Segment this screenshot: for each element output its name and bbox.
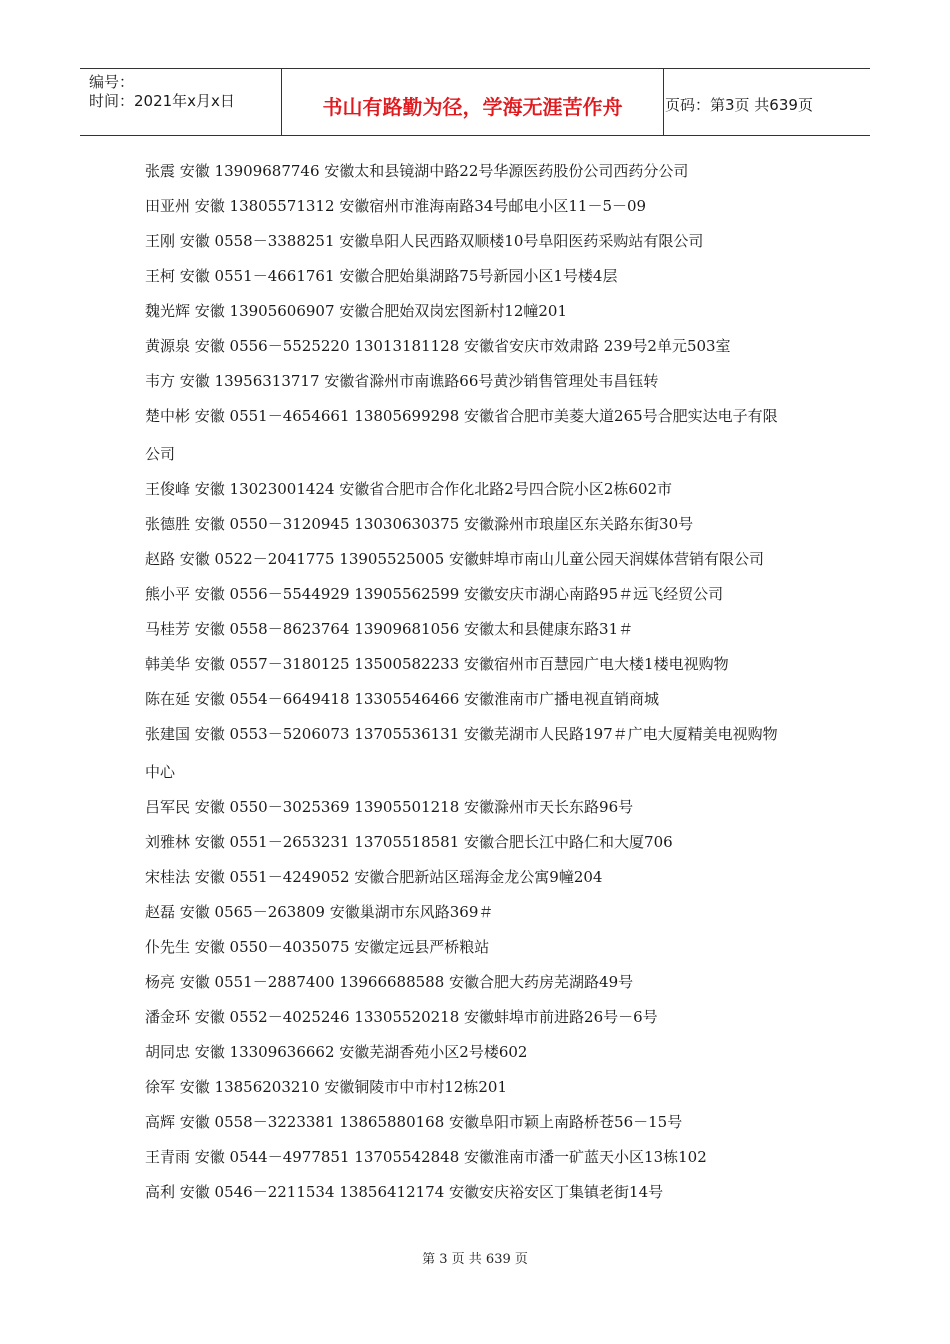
- list-item: 赵路 安徽 0522－2041775 13905525005 安徽蚌埠市南山儿童公园天润媒体营销有限公司: [145, 550, 765, 568]
- list-item-continuation: 公司: [145, 445, 176, 463]
- header-page-cell: [664, 69, 870, 135]
- number-label: 编号：: [89, 73, 135, 91]
- list-item: 熊小平 安徽 0556－5544929 13905562599 安徽安庆市湖心南路95＃远飞经贸公司: [145, 585, 724, 603]
- list-item: 王柯 安徽 0551－4661761 安徽合肥始巢湖路75号新园小区1号楼4层: [145, 267, 618, 285]
- list-item: 韦方 安徽 13956313717 安徽省滁州市南谯路66号黄沙销售管理处韦昌钰转: [145, 372, 659, 390]
- contact-list: [145, 157, 825, 1213]
- list-item: 吕军民 安徽 0550－3025369 13905501218 安徽滁州市天长东路96号: [145, 798, 634, 816]
- list-item: 高利 安徽 0546－2211534 13856412174 安徽安庆裕安区丁集镇老街14号: [145, 1183, 664, 1201]
- list-item: 王青雨 安徽 0544－4977851 13705542848 安徽淮南市潘一矿蓝天小区13栋102: [145, 1148, 707, 1166]
- list-item: 王俊峰 安徽 13023001424 安徽省合肥市合作化北路2号四合院小区2栋602市: [145, 480, 673, 498]
- page-footer: 第 3 页 共 639 页: [422, 1252, 528, 1267]
- list-item: 高辉 安徽 0558－3223381 13865880168 安徽阜阳市颖上南路桥苍56－15号: [145, 1113, 683, 1131]
- list-item: 潘金环 安徽 0552－4025246 13305520218 安徽蚌埠市前进路26号－6号: [145, 1008, 658, 1026]
- list-item: 张建国 安徽 0553－5206073 13705536131 安徽芜湖市人民路197＃广电大厦精美电视购物: [145, 725, 778, 743]
- list-item: 王刚 安徽 0558－3388251 安徽阜阳人民西路双顺楼10号阜阳医药采购站有限公司: [145, 232, 704, 250]
- list-item: 黄源泉 安徽 0556－5525220 13013181128 安徽省安庆市效肃路 239号2单元503室: [145, 337, 731, 355]
- list-item: 张震 安徽 13909687746 安徽太和县镜湖中路22号华源医药股份公司西药分公司: [145, 162, 689, 180]
- list-item: 陈在延 安徽 0554－6649418 13305546466 安徽淮南市广播电视直销商城: [145, 690, 660, 708]
- page-header: [80, 68, 870, 136]
- list-item: 魏光辉 安徽 13905606907 安徽合肥始双岗宏图新村12幢201: [145, 302, 568, 320]
- list-item: 杨亮 安徽 0551－2887400 13966688588 安徽合肥大药房芜湖路49号: [145, 973, 634, 991]
- list-item: 韩美华 安徽 0557－3180125 13500582233 安徽宿州市百慧园广电大楼1楼电视购物: [145, 655, 729, 673]
- list-item: 仆先生 安徽 0550－4035075 安徽定远县严桥粮站: [145, 938, 490, 956]
- list-item-continuation: 中心: [145, 763, 176, 781]
- page-label: 页码：第3页 共639页: [665, 96, 813, 114]
- list-item: 张德胜 安徽 0550－3120945 13030630375 安徽滁州市琅崖区东关路东街30号: [145, 515, 694, 533]
- header-motto-cell: [282, 69, 664, 135]
- list-item: 田亚州 安徽 13805571312 安徽宿州市淮海南路34号邮电小区11－5－09: [145, 197, 647, 215]
- motto-text: 书山有路勤为径，学海无涯苦作舟: [322, 95, 623, 119]
- list-item: 刘雅林 安徽 0551－2653231 13705518581 安徽合肥长江中路仁和大厦706: [145, 833, 673, 851]
- date-label: 时间：2021年x月x日: [89, 92, 235, 110]
- list-item: 马桂芳 安徽 0558－8623764 13909681056 安徽太和县健康东路31＃: [145, 620, 634, 638]
- list-item: 赵磊 安徽 0565－263809 安徽巢湖市东风路369＃: [145, 903, 494, 921]
- list-item: 徐军 安徽 13856203210 安徽铜陵市中市村12栋201: [145, 1078, 508, 1096]
- list-item: 楚中彬 安徽 0551－4654661 13805699298 安徽省合肥市美菱大道265号合肥实达电子有限: [145, 407, 778, 425]
- list-item: 宋桂法 安徽 0551－4249052 安徽合肥新站区瑶海金龙公寓9幢204: [145, 868, 603, 886]
- header-left-cell: [80, 69, 282, 135]
- list-item: 胡同忠 安徽 13309636662 安徽芜湖香苑小区2号楼602: [145, 1043, 528, 1061]
